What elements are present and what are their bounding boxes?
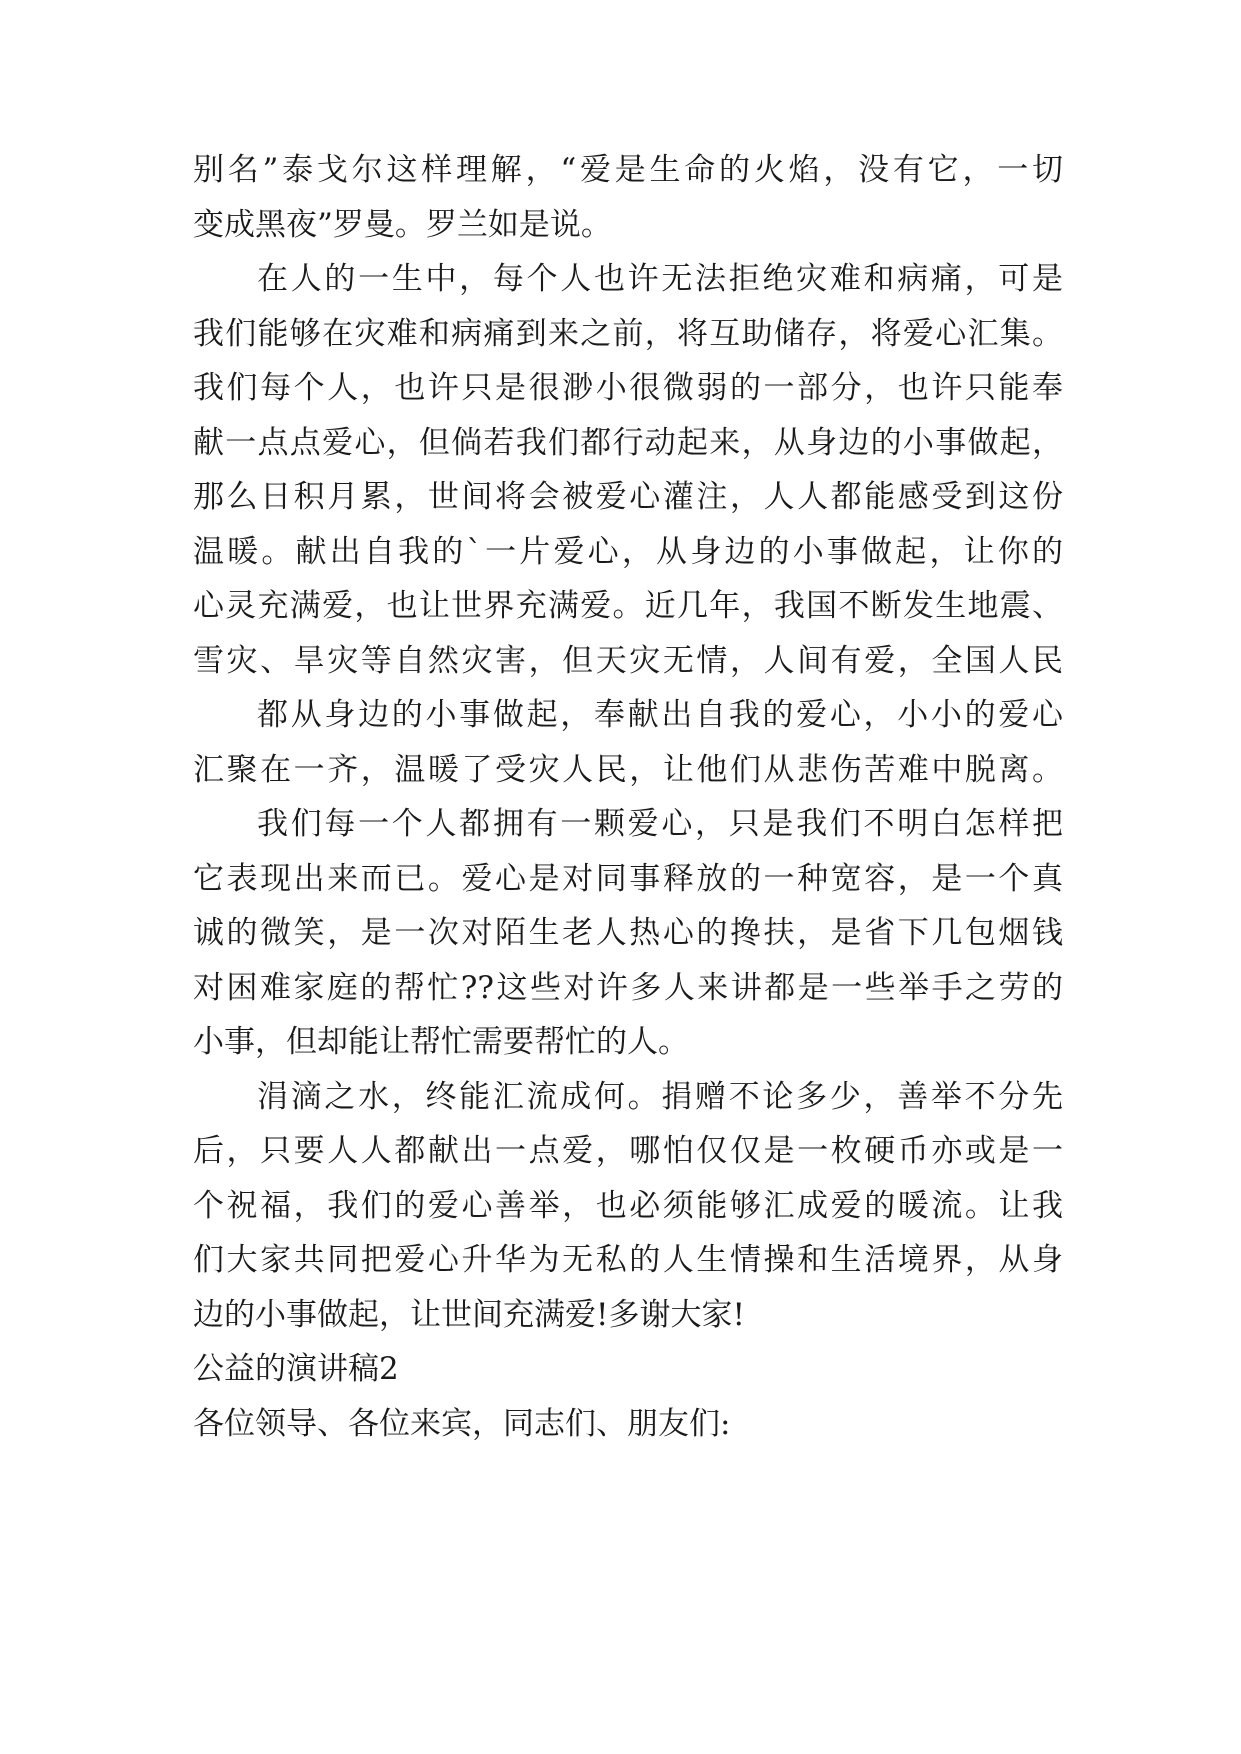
- paragraph-line: 边的小事做起，让世间充满爱!多谢大家!: [193, 1297, 745, 1333]
- paragraph-line: 都从身边的小事做起，奉献出自我的爱心，小小的爱心: [257, 697, 1063, 733]
- paragraph-line: 在人的一生中，每个人也许无法拒绝灾难和病痛，可是: [257, 261, 1063, 297]
- paragraph-line: 温暖。献出自我的`一片爱心，从身边的小事做起，让你的: [193, 534, 1063, 570]
- paragraph-line: 个祝福，我们的爱心善举，也必须能够汇成爱的暖流。让我: [193, 1188, 1063, 1224]
- paragraph-line: 它表现出来而已。爱心是对同事释放的一种宽容，是一个真: [193, 861, 1063, 897]
- paragraph-line: 汇聚在一齐，温暖了受灾人民，让他们从悲伤苦难中脱离。: [193, 752, 1063, 788]
- paragraph-line: 对困难家庭的帮忙??这些对许多人来讲都是一些举手之劳的: [193, 970, 1063, 1006]
- paragraph-line: 我们每个人，也许只是很渺小很微弱的一部分，也许只能奉: [193, 370, 1063, 406]
- paragraph-line: 小事，但却能让帮忙需要帮忙的人。: [193, 1024, 689, 1060]
- paragraph-line: 涓滴之水，终能汇流成何。捐赠不论多少，善举不分先: [257, 1079, 1063, 1115]
- paragraph-line: 雪灾、旱灾等自然灾害，但天灾无情，人间有爱，全国人民: [193, 643, 1063, 679]
- paragraph-line: 诚的微笑，是一次对陌生老人热心的搀扶，是省下几包烟钱: [193, 915, 1063, 951]
- paragraph-line: 献一点点爱心，但倘若我们都行动起来，从身边的小事做起，: [193, 425, 1063, 461]
- paragraph-line: 心灵充满爱，也让世界充满爱。近几年，我国不断发生地震、: [193, 588, 1063, 624]
- paragraph-line: 变成黑夜”罗曼。罗兰如是说。: [193, 207, 612, 243]
- paragraph-line: 后，只要人人都献出一点爱，哪怕仅仅是一枚硬币亦或是一: [193, 1133, 1063, 1169]
- paragraph-line: 我们能够在灾难和病痛到来之前，将互助储存，将爱心汇集。: [193, 316, 1063, 352]
- paragraph-line: 别名”泰戈尔这样理解，“爱是生命的火焰，没有它，一切: [193, 152, 1063, 188]
- salutation: 各位领导、各位来宾，同志们、朋友们:: [193, 1406, 731, 1442]
- paragraph-line: 那么日积月累，世间将会被爱心灌注，人人都能感受到这份: [193, 479, 1063, 515]
- section-title: 公益的演讲稿2: [193, 1351, 399, 1387]
- paragraph-line: 们大家共同把爱心升华为无私的人生情操和生活境界，从身: [193, 1242, 1063, 1278]
- paragraph-line: 我们每一个人都拥有一颗爱心，只是我们不明白怎样把: [257, 806, 1063, 842]
